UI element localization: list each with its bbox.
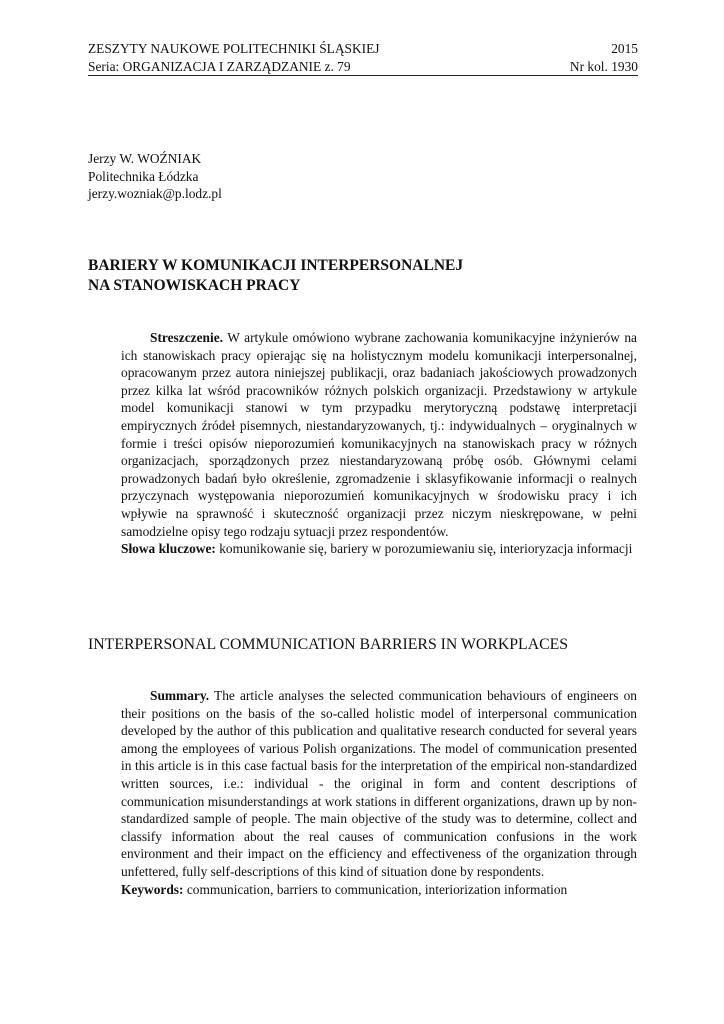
abstract-english-label: Summary. (150, 688, 210, 703)
running-header-bottom (88, 58, 638, 75)
title-polish: BARIERY W KOMUNIKACJI INTERPERSONALNEJ NA STANOWISKACH PRACY (88, 257, 464, 294)
journal-year: 2015 (611, 41, 638, 56)
keywords-english-label: Keywords: (121, 881, 184, 897)
keywords-polish (121, 540, 637, 558)
series-name: Seria: ORGANIZACJA I ZARZĄDZANIE z. 79 (88, 59, 351, 74)
header-rule (88, 75, 638, 76)
keywords-polish-label: Słowa kluczowe: (121, 541, 216, 557)
running-header-top (88, 40, 638, 57)
author-name: Jerzy W. WOŹNIAK (88, 151, 202, 166)
keywords-english (121, 881, 637, 899)
abstract-polish-label: Streszczenie. (150, 330, 223, 345)
author-email: jerzy.wozniak@p.lodz.pl (88, 186, 222, 201)
author-block (88, 150, 222, 203)
abstract-polish (121, 329, 637, 558)
title-english: INTERPERSONAL COMMUNICATION BARRIERS IN WORKPLACES (88, 636, 569, 653)
issue-number: Nr kol. 1930 (569, 59, 638, 74)
abstract-english-body (121, 687, 637, 881)
abstract-polish-text: W artykule omówiono wybrane zachowania komunikacyjne inżynierów na ich stanowiskach pracy opierając się na holistycznym modelu komunikacji interpersonalnej, opracowanym przez autora niniejszej publikacji, oraz badaniach jakościowych prowadzonych przez kilka lat wśród pracowników różnych polskich organizacji. Przedstawiony w artykule model komunikacji stanowi w tym przypadku merytoryczną podstawę interpretacji empirycznych źródeł pisemnych, niestandaryzowanych, tj.: indywidualnych – oryginalnych w formie i treści opisów nieporozumień komunikacyjnych na stanowiskach pracy w różnych organizacjach, sporządzonych przez niestandaryzowaną próbę osób. Głównymi celami prowadzonych badań było określenie, zgromadzenie i sklasyfikowanie informacji o realnych przyczynach występowania nieporozumień komunikacyjnych w środowisku pracy i ich wpływie na sprawność i skuteczność organizacji przez niczym nieskrępowane, w pełni samodzielne opisy tego rodzaju sytuacji przez respondentów. (121, 330, 637, 539)
abstract-polish-body (121, 329, 637, 540)
keywords-polish-text: komunikowanie się, bariery w porozumiewaniu się, interioryzacja informacji (215, 541, 633, 557)
abstract-english (121, 687, 637, 898)
keywords-english-text: communication, barriers to communication, interiorization information (183, 881, 568, 897)
abstract-english-text: The article analyses the selected communication behaviours of engineers on their positions on the basis of the so-called holistic model of interpersonal communication developed by the author of this publication and qualitative research conducted for several years among the employees of various Polish organizations. The model of communication presented in this article is in this case factual basis for the interpretation of the empirical non-standardized written sources, i.e.: individual - the original in form and content descriptions of communication misunderstandings at work stations in different organizations, drawn up by non-standardized sample of people. The main objective of the study was to determine, collect and classify information about the real causes of communication confusions in the work environment and their impact on the efficiency and effectiveness of the organization through unfettered, fully self-descriptions of this kind of situation done by respondents. (121, 688, 637, 879)
journal-name: ZESZYTY NAUKOWE POLITECHNIKI ŚLĄSKIEJ (88, 41, 380, 56)
author-affiliation: Politechnika Łódzka (88, 168, 199, 184)
